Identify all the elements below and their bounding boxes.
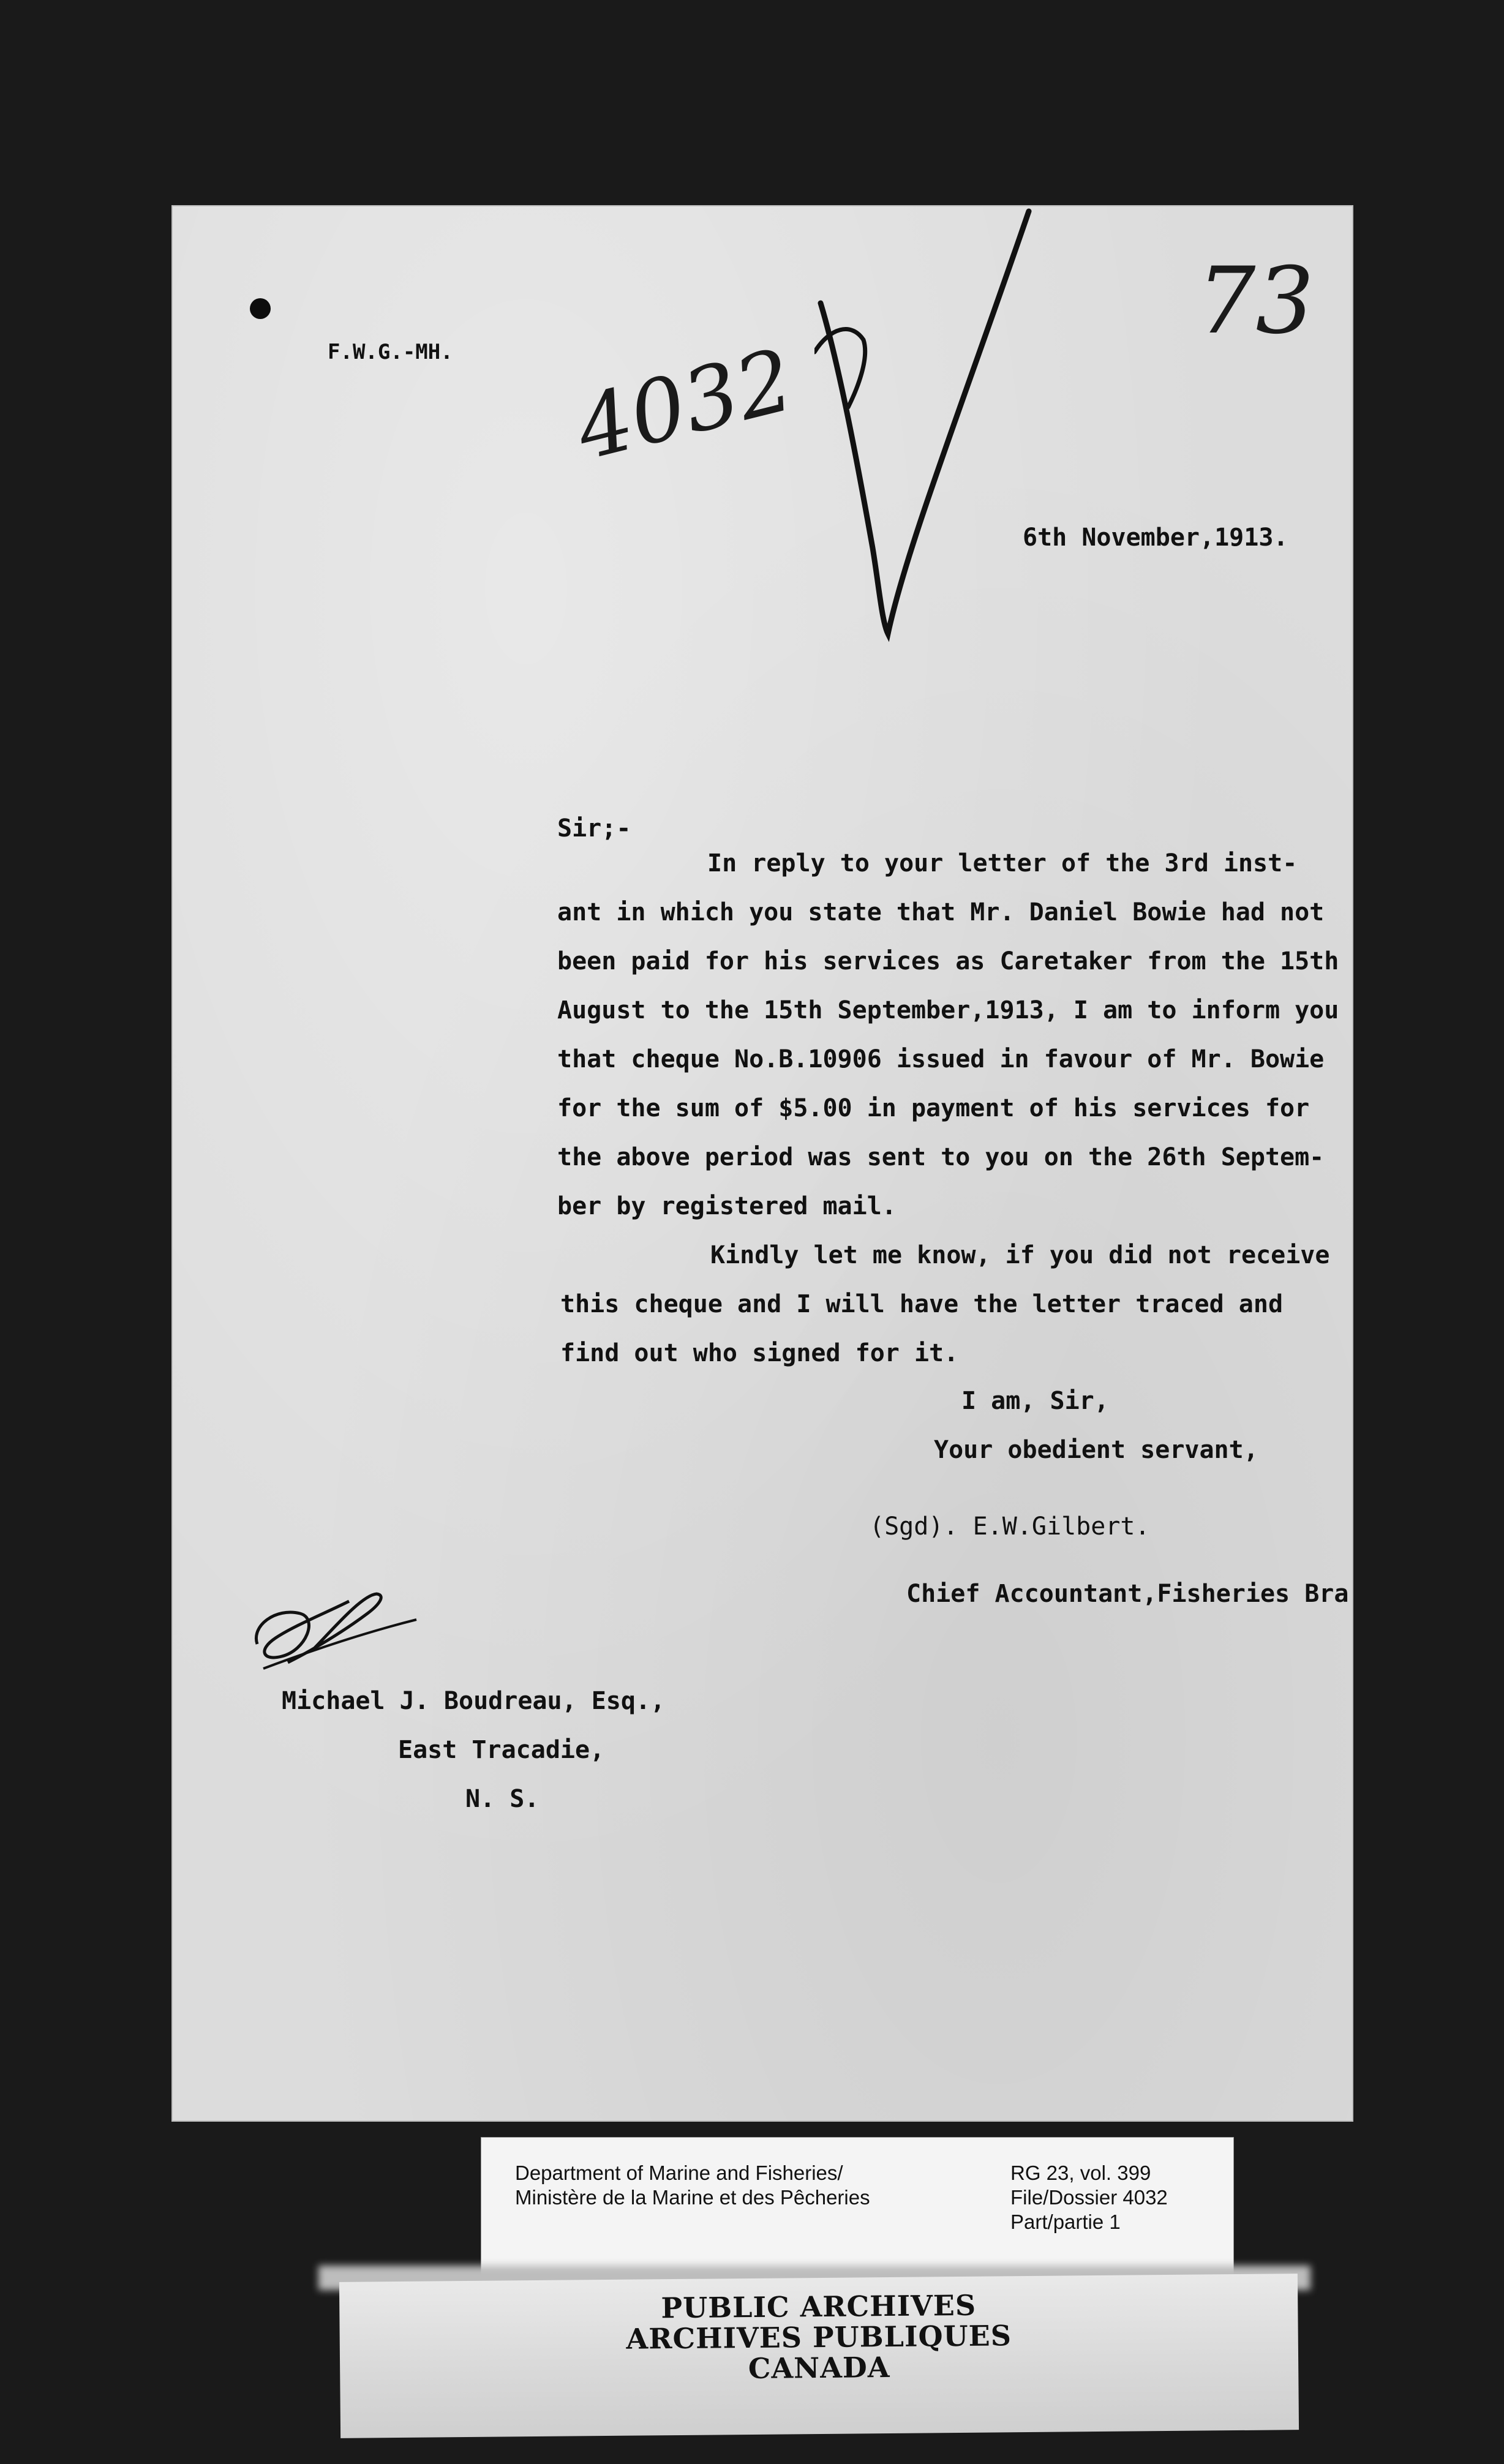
punch-hole [250,298,271,319]
salutation: Sir;- [557,814,631,843]
handwritten-page-number: 73 [1197,248,1314,355]
recipient-province: N. S. [465,1785,540,1813]
archive-reference-label [481,2137,1234,2287]
recipient-town: East Tracadie, [398,1736,605,1764]
stamp-line: ARCHIVES PUBLIQUES [626,2319,1012,2356]
body-line: find out who signed for it. [560,1339,959,1367]
public-archives-stamp [339,2274,1299,2438]
handwritten-file-number: 4032 [566,330,803,480]
body-line: been paid for his services as Caretaker from the 15th [557,947,1339,975]
body-line: ber by registered mail. [557,1192,897,1220]
body-line: August to the 15th September,1913, I am to inform you [557,996,1339,1024]
checkmark-stroke-icon [814,205,1072,646]
initials-scribble-icon [239,1577,423,1675]
body-line: Kindly let me know, if you did not receive [710,1241,1330,1269]
letter-page [171,205,1353,2122]
stamp-line: PUBLIC ARCHIVES [661,2288,977,2325]
body-line: ant in which you state that Mr. Daniel Bowie had not [557,898,1325,926]
body-line: that cheque No.B.10906 issued in favour of Mr. Bowie [557,1045,1325,1073]
part-number: Part/partie 1 [1010,2210,1121,2233]
closing-line: Your obedient servant, [934,1436,1258,1464]
body-line: for the sum of $5.00 in payment of his services for [557,1094,1310,1122]
stamp-line: CANADA [748,2350,890,2386]
body-line: In reply to your letter of the 3rd inst- [707,849,1298,877]
body-line: the above period was sent to you on the 26th Septem- [557,1143,1325,1171]
letter-date: 6th November,1913. [1023,524,1288,552]
body-line: this cheque and I will have the letter traced and [560,1290,1284,1318]
signer-title: Chief Accountant,Fisheries Bra [906,1580,1349,1608]
reference-code: F.W.G.-MH. [328,340,453,364]
department-french: Ministère de la Marine et des Pêcheries [515,2186,870,2209]
recipient-name: Michael J. Boudreau, Esq., [282,1687,666,1715]
signature: (Sgd). E.W.Gilbert. [870,1512,1150,1541]
file-number: File/Dossier 4032 [1010,2186,1168,2209]
closing-line: I am, Sir, [961,1387,1109,1415]
department-english: Department of Marine and Fisheries/ [515,2162,843,2184]
record-group: RG 23, vol. 399 [1010,2162,1151,2184]
